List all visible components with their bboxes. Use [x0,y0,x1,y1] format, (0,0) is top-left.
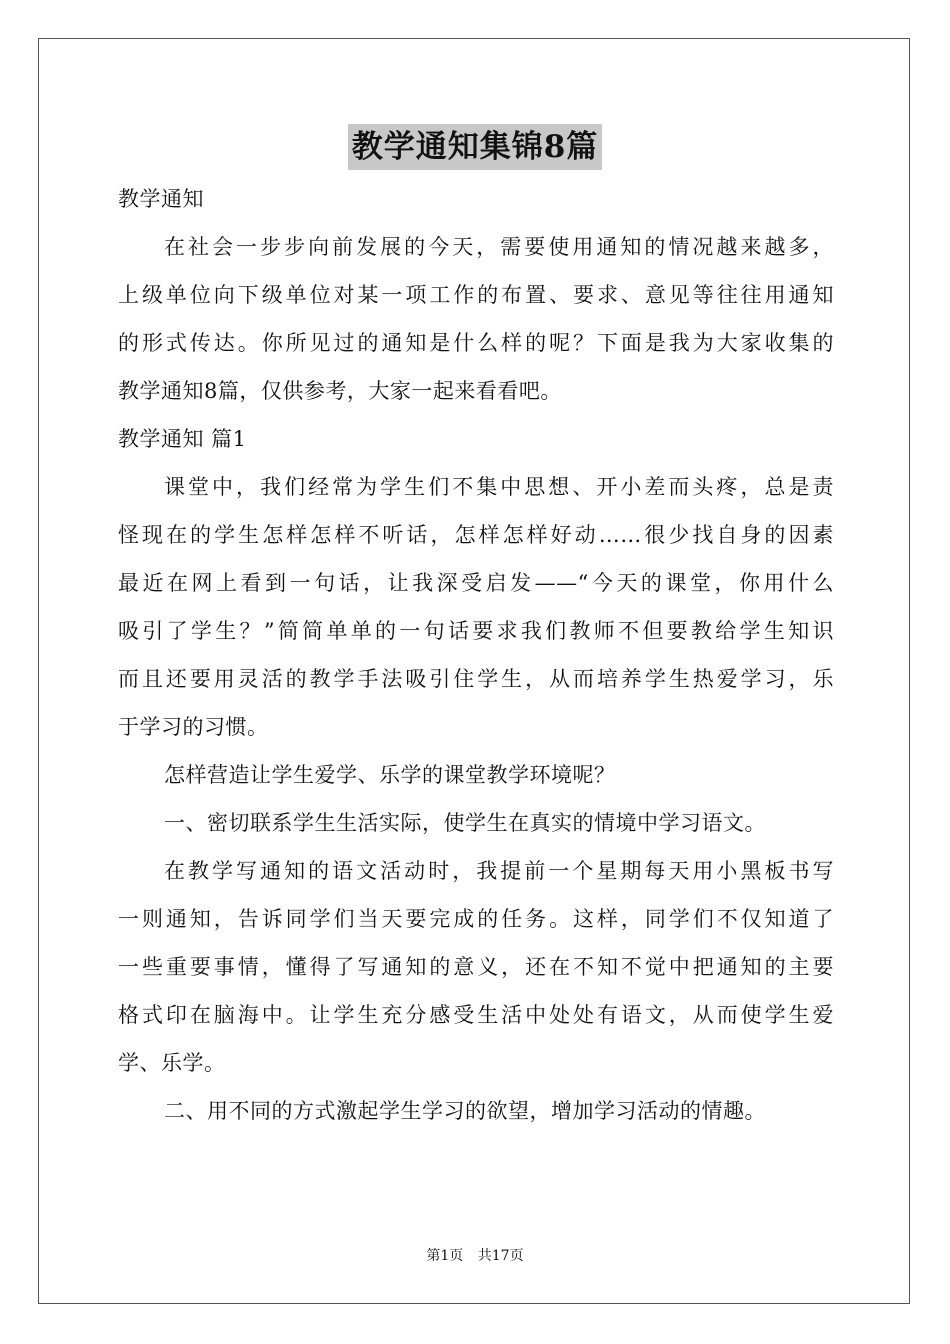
paragraph-line: 在教学写通知的语文活动时，我提前一个星期每天用小黑板书写 [164,859,834,883]
paragraph-line: 一、密切联系学生生活实际，使学生在真实的情境中学习语文。 [164,811,766,835]
paragraph-line: 上级单位向下级单位对某一项工作的布置、要求、意见等往往用通知 [118,283,834,307]
paragraph-line: 一则通知，告诉同学们当天要完成的任务。这样，同学们不仅知道了 [118,907,834,931]
paragraph-line: 于学习的习惯。 [118,715,269,739]
paragraph-line: 课堂中，我们经常为学生们不集中思想、开小差而头疼，总是责 [164,475,834,499]
title-container [0,124,950,170]
paragraph-line: 在社会一步步向前发展的今天，需要使用通知的情况越来越多， [164,235,834,259]
page-footer [0,1246,950,1266]
paragraph-line: 怪现在的学生怎样怎样不听话，怎样怎样好动……很少找自身的因素 [118,523,834,547]
document-body [118,175,834,1135]
section-heading: 教学通知 [118,187,204,211]
paragraph-line: 怎样营造让学生爱学、乐学的课堂教学环境呢？ [164,763,616,787]
paragraph-line: 最近在网上看到一句话，让我深受启发——“今天的课堂，你用什么 [118,571,834,595]
paragraph-line: 二、用不同的方式激起学生学习的欲望，增加学习活动的情趣。 [164,1099,766,1123]
paragraph-line: 吸引了学生？”简简单单的一句话要求我们教师不但要教给学生知识 [118,619,834,643]
paragraph-line: 一些重要事情，懂得了写通知的意义，还在不知不觉中把通知的主要 [118,955,834,979]
paragraph-line: 而且还要用灵活的教学手法吸引住学生，从而培养学生热爱学习，乐 [118,667,834,691]
paragraph-line: 格式印在脑海中。让学生充分感受生活中处处有语文，从而使学生爱 [118,1003,834,1027]
section-heading: 教学通知 篇1 [118,427,247,451]
paragraph-line: 学、乐学。 [118,1051,226,1075]
page-number: 第1页 [426,1248,464,1264]
page-total: 共17页 [477,1248,524,1264]
document-title: 教学通知集锦8篇 [348,124,603,170]
paragraph-line: 教学通知8篇，仅供参考，大家一起来看看吧。 [118,379,562,403]
paragraph-line: 的形式传达。你所见过的通知是什么样的呢？下面是我为大家收集的 [118,331,834,355]
